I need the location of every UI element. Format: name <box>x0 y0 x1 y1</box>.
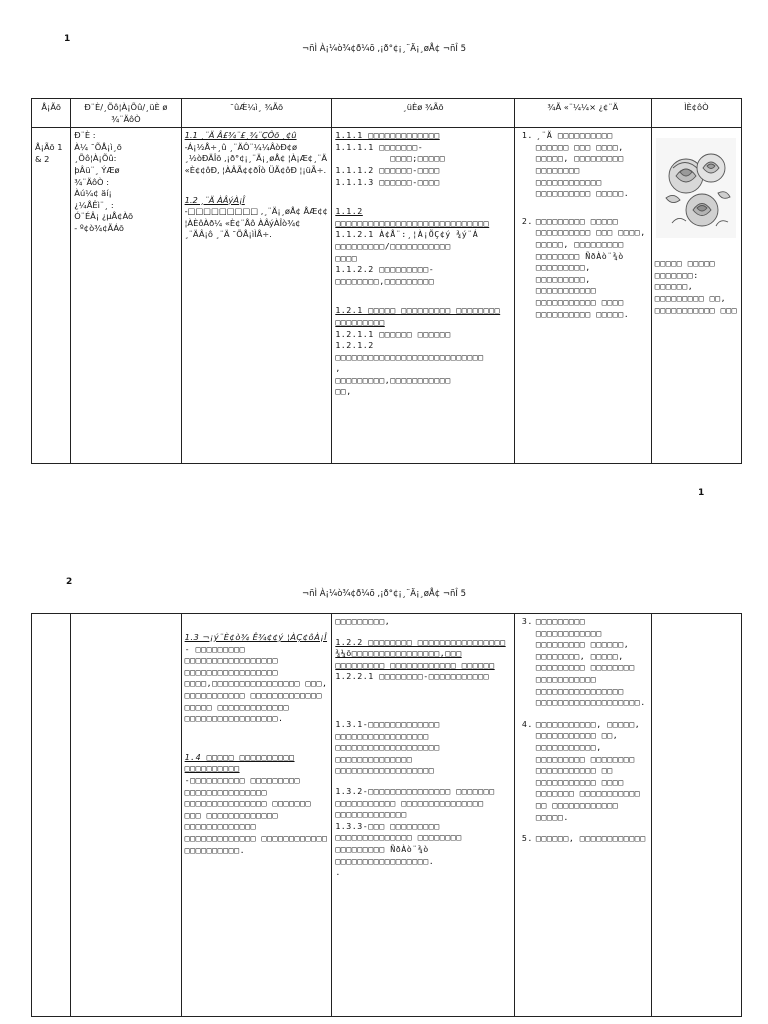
learning-1-3-2: 1.3.2-□□□□□□□□□□□□□□□ □□□□□□□ □□□□□□□□□□□ □□□□□□□□□□□□□□□ □□□□□□□□□□□□□ <box>335 785 495 820</box>
list-item-text: □□□□□□, □□□□□□□□□□□□ <box>535 833 646 844</box>
header-content-standard: ¯ûǼ¼ì¸ ¾Ãõ <box>181 99 332 128</box>
learning-item: □□□□;□□□□□ <box>335 153 446 164</box>
field-theme-cell <box>71 128 181 464</box>
learning-item: □□□□ <box>335 252 358 263</box>
list-item-number: 5. <box>521 833 533 844</box>
learning-item: 1.2.1.1 □□□□□□ □□□□□□ <box>335 328 451 339</box>
achievement-level-cell <box>514 614 651 1017</box>
learning-item: □□□□□□□□□□□□□□□□□□□□□□□□□□□ <box>335 351 484 362</box>
notes-cell <box>651 614 741 1017</box>
week-cell <box>32 614 71 1017</box>
page-number: 2 <box>66 577 73 587</box>
list-item <box>522 130 648 200</box>
learning-item: □□, <box>335 386 352 397</box>
title-value: Àú¼¢ äí¡ <box>74 188 112 199</box>
standard-1-3-heading: 1.3 ¬¡ý¨È¢ò¾ Ê¾¢¢ý ¦ÀÇ¢ôÀ¡Î <box>184 632 328 642</box>
learning-1-3-1: 1.3.1-□□□□□□□□□□□□□ □□□□□□□□□□□□□□□□□ □□□□□□□□□□□□□□□□□□□ □□□□□□□□□□□□□□ □□□□□□□□□□□□□□□□□□ <box>335 718 440 776</box>
theme-label: ¸Õô¦À¡Õû: <box>74 153 117 164</box>
learning-continued-text: □□□□□□□□□, <box>335 616 391 626</box>
learning-item: 1.1.1.3 □□□□□□-□□□□ <box>335 176 440 187</box>
learning-item: 1.2.2.1 □□□□□□□□-□□□□□□□□□□□ <box>335 671 490 682</box>
header-notes: ÌÈ¢ôÒ <box>651 99 741 128</box>
standard-1-3-body: - □□□□□□□□□ □□□□□□□□□□□□□□□□□ □□□□□□□□□□□□□□□□□ □□□□,□□□□□□□□□□□□□□□□ □□□, □□□□□□□□□□□ □□□□□□□□□□□□□ □□□□□ □□□□□□□□□□□□□ □□□□□□□□□□□□□□□□□. <box>184 643 328 724</box>
notes-cell <box>651 128 741 464</box>
list-item-text: □□□□□□□□□ □□□□□□□□□□□□ □□□□□□□□□ □□□□□□, □□□□□□□□, □□□□□, □□□□□□□□□ □□□□□□□□ □□□□□□□□□□□ □□□□□□□□□□□□□□□□ □□□□□□□□□□□□□□□□□□□. <box>535 616 646 708</box>
table-header-row <box>32 99 742 128</box>
learning-item: 1.2.1.2 <box>335 340 374 351</box>
header-field-theme: Ð¨È/¸Õô¦À¡Õû/¸üÈ ø ¾¨ÄôÒ <box>71 99 181 128</box>
achievement-list <box>518 616 648 845</box>
list-item-number: 1. <box>521 130 533 141</box>
page-number: 1 <box>64 34 71 44</box>
standard-1-4-heading: 1.4 □□□□□ □□□□□□□□□□ □□□□□□□□□□ <box>184 751 295 774</box>
learning-standard-cell <box>332 614 515 1017</box>
learning-item: 1.1.1.2 □□□□□□-□□□□ <box>335 164 440 175</box>
learning-item: □□□□□□□□□,□□□□□□□□□□□ <box>335 374 451 385</box>
content-standard-cell <box>181 128 332 464</box>
rose-illustration-image <box>656 138 736 238</box>
learning-1-2-2-heading: 1.2.2 □□□□□□□□ □□□□□□□□□□□□□□□□ ¾¼õ□□□□□□□□□□□□□□□□,□□□ □□□□□□□□□ □□□□□□□□□□□□ □□□□□□ <box>335 636 506 670</box>
notes-text: □□□□□ □□□□□ □□□□□□□: □□□□□□, □□□□□□□□□ □□, □□□□□□□□□□□ □□□ <box>654 258 738 315</box>
header-achievement-level: ¾Ã «¨¼¼× ¿¢¨Ä <box>514 99 651 128</box>
learning-1-1-2-heading: 1.1.2 □□□□□□□□□□□□□□□□□□□□□□□□□□□□ <box>335 206 490 228</box>
running-head: ¬ñÌ À¡¼ò¾¢ð¼õ ,¡ð°¢¡¸¨Ä¡¸øÅ¢ ¬ñÎ 5 <box>302 44 466 54</box>
standard-1-1-body: -Á¡½Å÷¸û ¸¨ÄÔ¨¼¼ÂòÐ¢ø ¸½òÐÄÎõ ,¡ð°¢¡¸¨Ä¡¸øÅ¢ ¦À¡Æ¢¸¨Ä «È¢¢ôÐ, ¦ÀÂÃ¢¢ðÎò ÜÃ¢ôÐ ¦¡üÃ÷. <box>184 141 328 175</box>
list-item-number: 2. <box>521 215 533 226</box>
standard-1-2-body: -□□□□□□□□□ ,¸¨Ä¡¸øÅ¢ ÅÆ¢¢ ¦ÀÈôÀð¼ «È¢¨Åô ÀÂýÀÎò¾¢ ¸¨ÄÂ¡ô ¸¨Ä ¯ÕÅ¡ìÌÅ÷. <box>184 206 328 240</box>
lesson-plan-table <box>31 98 742 464</box>
list-item <box>522 833 648 845</box>
achievement-level-cell <box>514 128 651 464</box>
list-item <box>522 216 648 320</box>
learning-item: , <box>335 363 341 374</box>
activity-label: ¿¼ÅÊì¨¸ : <box>74 199 114 210</box>
table-row <box>32 614 742 1017</box>
standard-1-4-body: -□□□□□□□□□□ □□□□□□□□□ □□□□□□□□□□□□□□□ □□□□□□□□□□□□□□□ □□□□□□□ □□□ □□□□□□□□□□□□□ □□□□□□□□□□□□□ □□□□□□□□□□□□□ □□□□□□□□□□□□ □□□□□□□□□□. <box>184 774 328 855</box>
header-week: Å¡Ãõ <box>32 99 71 128</box>
activity-sub: - º¢ò¾¢ÃÁõ <box>74 222 124 233</box>
learning-item: □□□□□□□□□/□□□□□□□□□□□ <box>335 240 451 251</box>
achievement-list <box>518 130 648 320</box>
week-cell <box>32 128 71 464</box>
activity-value: Ó¨ÉÂ¡ ¿µÅ¢Àõ <box>74 211 134 222</box>
list-item-text: □□□□□□□□□□□, □□□□□, □□□□□□□□□□□ □□, □□□□□□□□□□□, □□□□□□□□□ □□□□□□□□ □□□□□□□□□□□ □□ □□□□□□□□□□□ □□□□ □□□□□□□ □□□□□□□□□□□ □□ □□□□□□□□□□□□ □□□□□. <box>535 718 641 822</box>
lesson-plan-table-continued <box>31 613 742 1017</box>
standard-1-2-heading: 1.2 ¸¨Ä ÀÂýÀ¡Î <box>184 194 245 205</box>
week-label: Å¡Ãõ 1 & 2 <box>35 142 63 164</box>
field-label: Ð¨È : <box>74 130 96 141</box>
list-item-text: □□□□□□□□□ □□□□□ □□□□□□□□□□ □□□ □□□□, □□□□□, □□□□□□□□□ □□□□□□□□ ÑðÀò¨¾ò □□□□□□□□□, □□□□□□□□□, □□□□□□□□□□□ □□□□□□□□□□□ □□□□ □□□□□□□□□□ □□□□□. <box>535 215 646 319</box>
list-item <box>522 719 648 823</box>
field-theme-cell <box>71 614 181 1017</box>
field-value: À¼ ¯ÕÅ¡ì¸õ <box>74 141 122 152</box>
learning-1-3-3: 1.3.3-□□□ □□□□□□□□□ □□□□□□□□□□□□□□ □□□□□□□□ □□□□□□□□□ ÑðÀò¨¾ò □□□□□□□□□□□□□□□□□. <box>335 820 462 866</box>
learning-1-2-1-heading: 1.2.1 □□□□□ □□□□□□□□□ □□□□□□□□ □□□□□□□□□ <box>335 305 501 327</box>
title-label: ¾¨ÄôÒ : <box>74 176 110 187</box>
learning-end-mark: . <box>335 867 341 878</box>
footer-page-number: 1 <box>698 488 705 498</box>
learning-item: 1.1.2.1 À¢Å¨:¸¦À¡ÕÇ¢ý ¾ý¨Á <box>335 229 479 240</box>
list-item <box>522 616 648 709</box>
learning-1-1-1-heading: 1.1.1 □□□□□□□□□□□□□ <box>335 130 440 141</box>
list-item-text: ¸¨Ä □□□□□□□□□□ □□□□□□ □□□ □□□□, □□□□□, □□□□□□□□□ □□□□□□□□ □□□□□□□□□□□□ □□□□□□□□□□ □□□□□. <box>535 130 630 199</box>
table-row <box>32 128 742 464</box>
header-learning-standard: ¸üÈø ¾Ãõ <box>332 99 515 128</box>
running-head: ¬ñÌ À¡¼ò¾¢ð¼õ ,¡ð°¢¡¸¨Ä¡¸øÅ¢ ¬ñÎ 5 <box>302 589 466 599</box>
theme-value: þÂü¨¸ ÝÆø <box>74 164 120 175</box>
list-item-number: 4. <box>521 718 533 729</box>
learning-item: □□□□□□□□,□□□□□□□□□ <box>335 275 435 286</box>
standard-1-1-heading: 1.1 ¸¨Ä Â£¾¨£¸¾¨ÇÔõ ¸¢û <box>184 130 297 141</box>
content-standard-cell <box>181 614 332 1017</box>
list-item-number: 3. <box>521 616 533 626</box>
learning-standard-cell <box>332 128 515 464</box>
learning-item: 1.1.1.1 □□□□□□□- <box>335 141 424 152</box>
learning-item: 1.1.2.2 □□□□□□□□□- <box>335 264 435 275</box>
